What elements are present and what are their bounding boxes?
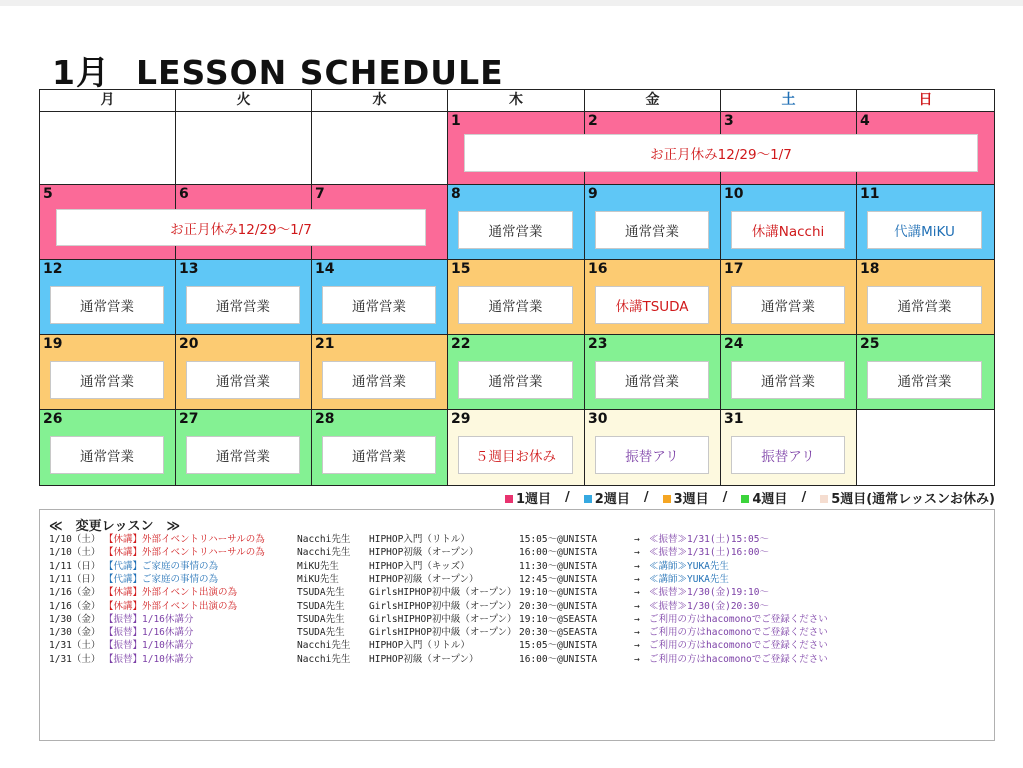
day-number: 20 (179, 336, 199, 352)
change-lesson-row (49, 653, 989, 666)
day-cell-17 (721, 260, 857, 335)
change-note: ご利用の方はhacomonoでご登録ください (649, 640, 828, 652)
day-cell-16 (585, 260, 721, 335)
day-status: 通常営業 (458, 361, 573, 399)
legend-item (663, 488, 709, 507)
change-note: ≪振替≫1/31(土)15:05〜 (649, 534, 769, 545)
change-type: 【代講】ご家庭の事情の為 (104, 573, 219, 585)
change-note: ≪振替≫1/31(土)16:00〜 (649, 547, 769, 559)
change-time: 19:10〜@UNISTA (519, 587, 598, 599)
change-class: HIPHOP入門（キッズ） (369, 560, 470, 572)
change-type: 【代講】ご家庭の事情の為 (104, 560, 219, 572)
day-number: 23 (588, 336, 608, 352)
day-number: 11 (860, 186, 880, 202)
legend-separator: / (565, 489, 570, 505)
day-status: 通常営業 (50, 436, 164, 474)
change-lesson-row (49, 613, 989, 626)
change-type: 【振替】1/16休講分 (104, 627, 194, 639)
day-cell-28 (312, 410, 448, 485)
day-number: 1 (451, 113, 461, 129)
day-cell-18 (857, 260, 994, 335)
legend-item (820, 488, 995, 507)
day-number: 27 (179, 411, 199, 427)
change-lesson-row (49, 560, 989, 573)
day-status: 通常営業 (322, 361, 436, 399)
day-number: 9 (588, 186, 598, 202)
day-cell-27 (176, 410, 312, 485)
day-cell-25 (857, 335, 994, 410)
change-type: 【休講】外部イベントリハーサルの為 (104, 547, 265, 559)
day-status: 通常営業 (322, 286, 436, 324)
change-time: 11:30〜@UNISTA (519, 560, 598, 572)
legend-swatch-icon (663, 495, 671, 503)
change-note: ご利用の方はhacomonoでご登録ください (649, 627, 828, 639)
day-cell-26 (40, 410, 176, 485)
change-type: 【休講】外部イベントリハーサルの為 (104, 534, 265, 545)
day-status: 振替アリ (595, 436, 709, 474)
change-arrow: → (634, 547, 640, 559)
change-date: 1/30（金） (49, 627, 101, 639)
day-status: 通常営業 (322, 436, 436, 474)
legend-label: 3週目 (673, 491, 709, 507)
day-number: 8 (451, 186, 461, 202)
change-type: 【休講】外部イベント出演の為 (104, 600, 238, 612)
change-class: GirlsHIPHOP初中級（オープン） (369, 613, 517, 625)
change-note: ≪振替≫1/30(金)20:30〜 (649, 600, 769, 612)
day-number: 31 (724, 411, 744, 427)
empty-cell (40, 112, 176, 185)
change-lesson-row (49, 586, 989, 599)
change-time: 16:00〜@UNISTA (519, 547, 598, 559)
change-teacher: Nacchi先生 (297, 640, 351, 652)
change-lesson-row (49, 626, 989, 639)
day-status: 通常営業 (731, 361, 845, 399)
legend-separator: / (643, 489, 649, 505)
legend-swatch-icon (741, 495, 749, 503)
change-time: 20:30〜@SEASTA (519, 627, 598, 639)
change-arrow: → (634, 573, 640, 585)
change-teacher: TSUDA先生 (297, 600, 345, 612)
change-type: 【振替】1/10休講分 (104, 653, 194, 665)
change-time: 15:05〜@UNISTA (519, 534, 598, 545)
day-cell-13 (176, 260, 312, 335)
day-number: 30 (588, 411, 608, 427)
day-cell-22 (448, 335, 585, 410)
day-number: 28 (315, 411, 335, 427)
change-class: GirlsHIPHOP初中級（オープン） (369, 600, 517, 612)
change-note: ≪振替≫1/30(金)19:10〜 (649, 587, 769, 599)
calendar-grid (39, 89, 995, 486)
day-number: 29 (451, 411, 471, 427)
legend-separator: / (722, 489, 728, 505)
holiday-banner: お正月休み12/29〜1/7 (464, 134, 978, 172)
week-legend (440, 487, 995, 507)
change-time: 20:30〜@UNISTA (519, 600, 598, 612)
legend-item (741, 488, 787, 507)
change-lessons-panel (39, 509, 995, 741)
change-teacher: Nacchi先生 (297, 547, 351, 559)
day-cell-12 (40, 260, 176, 335)
change-time: 16:00〜@UNISTA (519, 653, 598, 665)
day-number: 13 (179, 261, 199, 277)
day-cell-19 (40, 335, 176, 410)
weekday-header: 木 (448, 90, 585, 112)
day-number: 10 (724, 186, 744, 202)
legend-label: 5週目(通常レッスンお休み) (831, 491, 995, 507)
title-heading: LESSON SCHEDULE (135, 53, 504, 92)
day-cell-24 (721, 335, 857, 410)
change-date: 1/16（金） (49, 600, 101, 612)
weekday-header: 水 (312, 90, 448, 112)
weekday-header: 月 (40, 90, 176, 112)
change-teacher: Nacchi先生 (297, 653, 351, 665)
change-teacher: MiKU先生 (297, 560, 339, 572)
change-type: 【振替】1/16休講分 (104, 613, 194, 625)
day-number: 25 (860, 336, 880, 352)
day-status: 通常営業 (595, 361, 709, 399)
day-number: 17 (724, 261, 744, 277)
day-cell-14 (312, 260, 448, 335)
day-cell-30 (585, 410, 721, 485)
day-status: 通常営業 (595, 211, 709, 249)
change-arrow: → (634, 534, 640, 545)
empty-cell (857, 410, 994, 485)
change-lesson-row (49, 533, 989, 546)
day-status: 通常営業 (186, 361, 300, 399)
change-arrow: → (634, 613, 640, 625)
legend-label: 4週目 (752, 491, 788, 507)
change-note: ≪講師≫YUKA先生 (649, 560, 729, 572)
day-number: 14 (315, 261, 335, 277)
day-status: 通常営業 (186, 436, 300, 474)
change-class: GirlsHIPHOP初中級（オープン） (369, 627, 517, 639)
day-status: 通常営業 (731, 286, 845, 324)
day-status: 通常営業 (458, 286, 573, 324)
change-date: 1/10（土） (49, 547, 101, 559)
day-status: ５週目お休み (458, 436, 573, 474)
day-number: 19 (43, 336, 63, 352)
legend-swatch-icon (820, 495, 828, 503)
change-teacher: TSUDA先生 (297, 587, 345, 599)
day-number: 24 (724, 336, 744, 352)
change-arrow: → (634, 627, 640, 639)
change-date: 1/31（土） (49, 653, 101, 665)
day-number: 26 (43, 411, 63, 427)
day-cell-10 (721, 185, 857, 260)
day-number: 16 (588, 261, 608, 277)
day-number: 4 (860, 113, 870, 129)
legend-item (505, 488, 551, 507)
empty-cell (312, 112, 448, 185)
change-date: 1/16（金） (49, 587, 101, 599)
day-cell-23 (585, 335, 721, 410)
day-cell-8 (448, 185, 585, 260)
weekday-header: 火 (176, 90, 312, 112)
change-date: 1/11（日） (49, 560, 101, 572)
change-arrow: → (634, 600, 640, 612)
holiday-banner: お正月休み12/29〜1/7 (56, 209, 426, 246)
day-number: 15 (451, 261, 471, 277)
change-type: 【休講】外部イベント出演の為 (104, 587, 238, 599)
legend-label: 2週目 (594, 491, 630, 507)
change-lesson-row (49, 573, 989, 586)
change-class: HIPHOP初級（オープン） (369, 653, 479, 665)
change-date: 1/11（日） (49, 573, 101, 585)
change-teacher: TSUDA先生 (297, 627, 345, 639)
legend-label: 1週目 (516, 491, 552, 507)
legend-separator: / (801, 489, 807, 505)
weekday-header: 金 (585, 90, 721, 112)
day-status: 代講MiKU (867, 211, 982, 249)
legend-item (584, 488, 630, 507)
change-class: HIPHOP初級（オープン） (369, 573, 479, 585)
change-type: 【振替】1/10休講分 (104, 640, 194, 652)
change-time: 15:05〜@UNISTA (519, 640, 598, 652)
day-status: 通常営業 (186, 286, 300, 324)
day-number: 2 (588, 113, 598, 129)
day-status: 振替アリ (731, 436, 845, 474)
title-month: 1月 (52, 53, 110, 92)
day-status: 休講Nacchi (731, 211, 845, 249)
day-status: 通常営業 (458, 211, 573, 249)
weekday-header: 日 (857, 90, 994, 112)
change-time: 12:45〜@UNISTA (519, 573, 598, 585)
day-cell-31 (721, 410, 857, 485)
day-cell-11 (857, 185, 994, 260)
day-cell-15 (448, 260, 585, 335)
day-status: 通常営業 (867, 361, 982, 399)
change-class: HIPHOP入門（リトル） (369, 534, 470, 545)
change-lessons-title: ≪ 変更レッスン ≫ (49, 519, 181, 534)
day-cell-21 (312, 335, 448, 410)
day-status: 通常営業 (50, 286, 164, 324)
change-lesson-row (49, 639, 989, 652)
change-teacher: MiKU先生 (297, 573, 339, 585)
day-cell-29 (448, 410, 585, 485)
change-arrow: → (634, 560, 640, 572)
change-class: GirlsHIPHOP初中級（オープン） (369, 587, 517, 599)
change-note: ご利用の方はhacomonoでご登録ください (649, 653, 828, 665)
legend-swatch-icon (584, 495, 592, 503)
day-cell-20 (176, 335, 312, 410)
day-number: 22 (451, 336, 471, 352)
day-number: 12 (43, 261, 63, 277)
day-cell-9 (585, 185, 721, 260)
day-number: 18 (860, 261, 880, 277)
change-arrow: → (634, 653, 640, 665)
top-band (0, 0, 1023, 6)
change-note: ≪講師≫YUKA先生 (649, 573, 729, 585)
empty-cell (176, 112, 312, 185)
day-number: 21 (315, 336, 335, 352)
day-number: 6 (179, 186, 189, 202)
change-date: 1/10（土） (49, 534, 101, 545)
day-number: 7 (315, 186, 325, 202)
day-number: 3 (724, 113, 734, 129)
change-lesson-row (49, 600, 989, 613)
page-title (52, 47, 504, 94)
change-date: 1/31（土） (49, 640, 101, 652)
change-time: 19:10〜@SEASTA (519, 613, 598, 625)
change-teacher: TSUDA先生 (297, 613, 345, 625)
day-number: 5 (43, 186, 53, 202)
change-arrow: → (634, 640, 640, 652)
day-status: 休講TSUDA (595, 286, 709, 324)
change-date: 1/30（金） (49, 613, 101, 625)
weekday-header: 土 (721, 90, 857, 112)
legend-swatch-icon (505, 495, 513, 503)
change-lesson-row (49, 546, 989, 559)
change-teacher: Nacchi先生 (297, 534, 351, 545)
change-note: ご利用の方はhacomonoでご登録ください (649, 613, 828, 625)
day-status: 通常営業 (50, 361, 164, 399)
change-class: HIPHOP入門（リトル） (369, 640, 470, 652)
change-arrow: → (634, 587, 640, 599)
day-status: 通常営業 (867, 286, 982, 324)
change-class: HIPHOP初級（オープン） (369, 547, 479, 559)
